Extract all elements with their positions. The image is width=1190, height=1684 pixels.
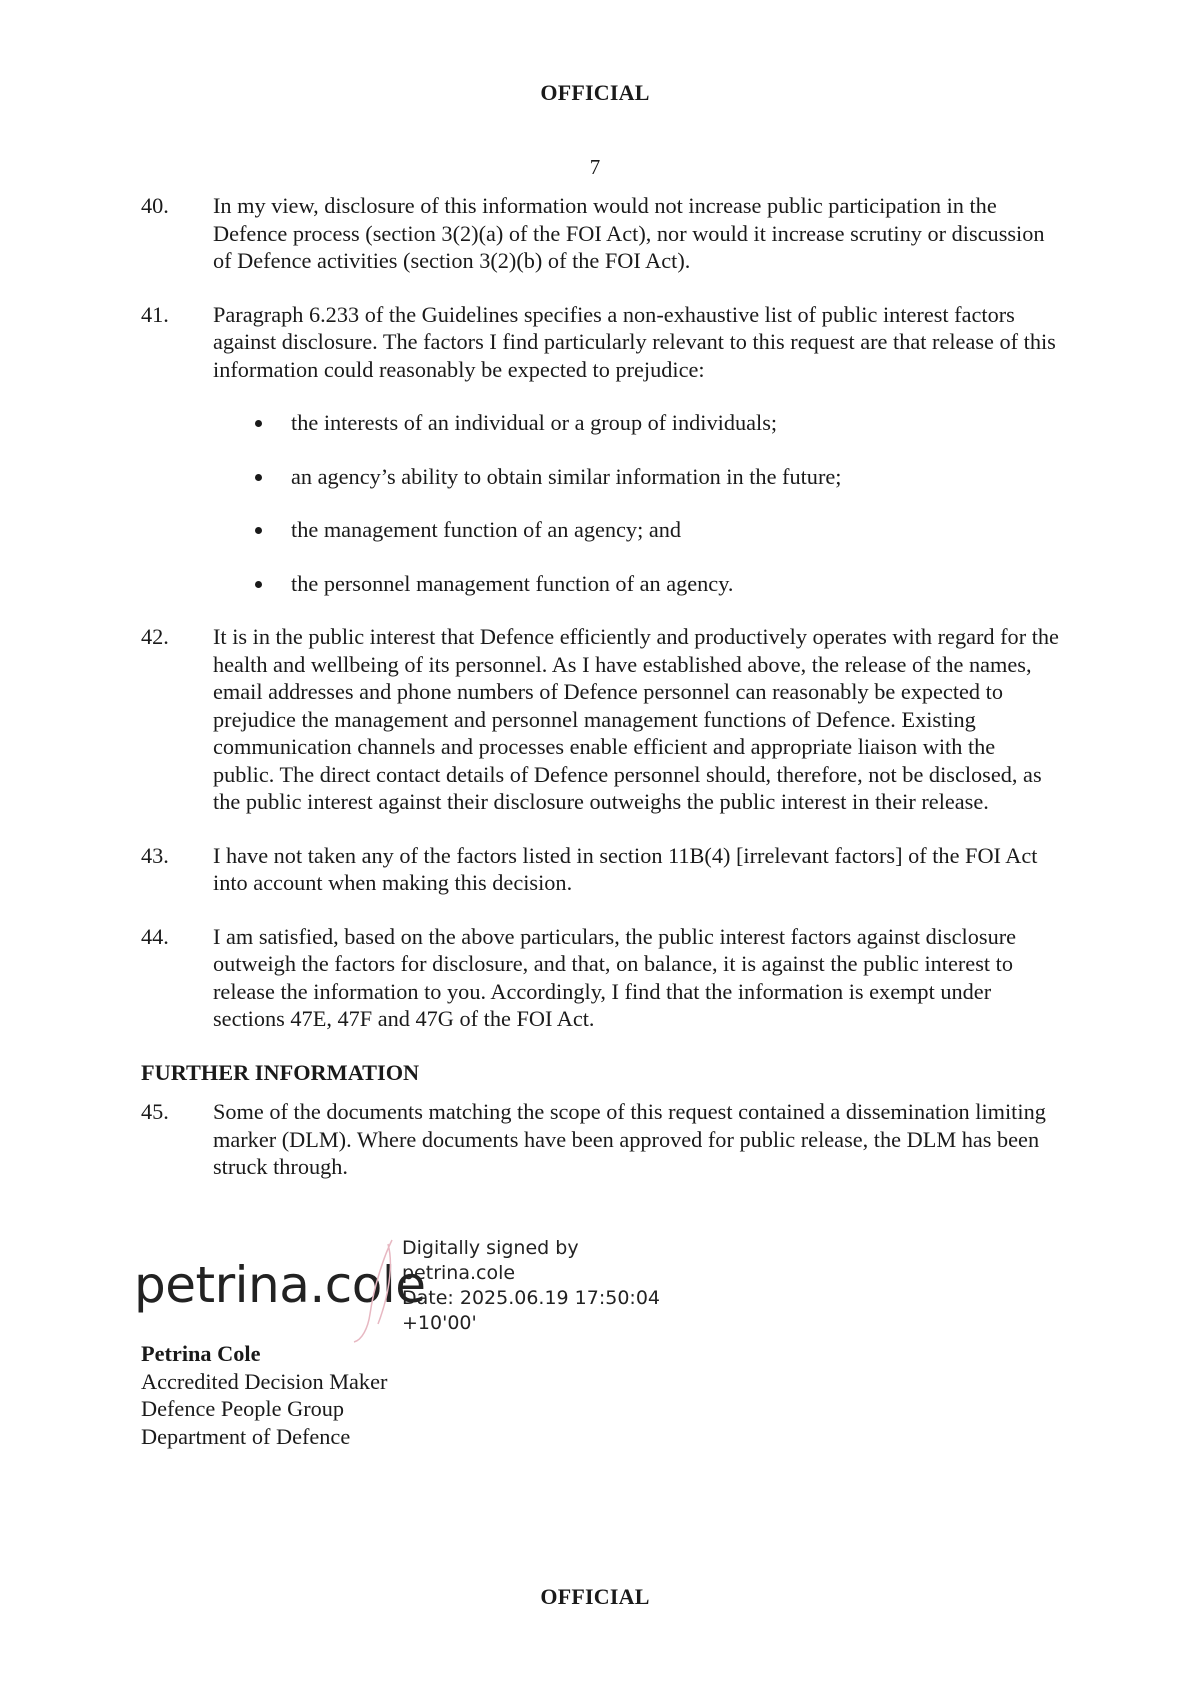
paragraph-text: It is in the public interest that Defence efficiently and productively operates with regard for the health and wellbeing of its personnel. As I have established above, the release of the names, email addresses and phone numbers of Defence personnel can reasonably be expected to prejudice the management and personnel management functions of Defence. Existing communication channels and processes enable efficient and appropriate liaison with the public. The direct contact details of Defence personnel should, therefore, not be disclosed, as the public interest against their disclosure outweighs the public interest in their release. [213, 624, 1059, 814]
signature-name: petrina.cole [134, 1256, 426, 1314]
signatory-name: Petrina Cole [141, 1341, 261, 1366]
document-body [141, 192, 1061, 1207]
list-item-text: the personnel management function of an agency. [291, 570, 734, 596]
signature-line: petrina.cole [402, 1262, 516, 1284]
paragraph-number: 42. [141, 624, 169, 649]
paragraph-45 [141, 1098, 1061, 1181]
digital-signature [134, 1236, 734, 1346]
paragraph-text: I am satisfied, based on the above particulars, the public interest factors against disclosure outweigh the factors for disclosure, and that, on balance, it is against the public interest to release the information to you. Accordingly, I find that the information is exempt under sections 47E, 47F and 47G of the FOI Act. [213, 923, 1017, 1031]
bullet-icon [255, 474, 262, 481]
list-item [141, 463, 1061, 491]
paragraph-44 [141, 923, 1061, 1033]
page-number: 7 [589, 155, 601, 179]
paragraph-number: 45. [141, 1099, 169, 1124]
paragraph-40 [141, 192, 1061, 275]
signature-details [402, 1236, 660, 1336]
list-item-text: the interests of an individual or a group of individuals; [291, 410, 778, 435]
paragraph-41 [141, 301, 1061, 384]
paragraph-number: 41. [141, 301, 169, 327]
paragraph-42 [141, 623, 1061, 816]
signature-swash-icon [344, 1236, 404, 1346]
paragraph-text: Some of the documents matching the scope of this request contained a dissemination limiting marker (DLM). Where documents have been approved for public release, the DLM has been struck through. [213, 1099, 1046, 1179]
paragraph-text: I have not taken any of the factors listed in section 11B(4) [irrelevant factors] of the FOI Act into account when making this decision. [213, 842, 1038, 895]
paragraph-text: In my view, disclosure of this information would not increase public participation in the Defence process (section 3(2)(a) of the FOI Act), nor would it increase scrutiny or discussion of Defence activities (section 3(2)(b) of the FOI Act). [213, 193, 1045, 273]
bullet-icon [255, 527, 262, 534]
signatory-title: Accredited Decision Maker [141, 1368, 388, 1394]
list-item-text: an agency’s ability to obtain similar information in the future; [291, 463, 842, 489]
signature-line: Digitally signed by [402, 1237, 579, 1259]
paragraph-number: 44. [141, 923, 169, 949]
signature-timezone: +10'00' [402, 1312, 477, 1334]
list-item [141, 516, 1061, 544]
list-item [141, 570, 1061, 598]
signatory-block [141, 1340, 387, 1450]
signatory-department: Department of Defence [141, 1423, 351, 1449]
paragraph-number: 40. [141, 193, 169, 218]
paragraph-text: Paragraph 6.233 of the Guidelines specifies a non-exhaustive list of public interest factors against disclosure. The factors I find particularly relevant to this request are that release of this information could reasonably be expected to prejudice: [213, 301, 1056, 382]
list-item [141, 409, 1061, 437]
classification-header: OFFICIAL [540, 80, 650, 105]
paragraph-43 [141, 842, 1061, 897]
paragraph-number: 43. [141, 842, 169, 868]
signature-date: Date: 2025.06.19 17:50:04 [402, 1287, 661, 1309]
section-heading: FURTHER INFORMATION [141, 1059, 420, 1085]
prejudice-factors-list [141, 409, 1061, 597]
bullet-icon [255, 420, 262, 427]
classification-footer: OFFICIAL [540, 1584, 650, 1609]
signatory-group: Defence People Group [141, 1396, 345, 1421]
list-item-text: the management function of an agency; and [291, 517, 682, 542]
bullet-icon [255, 581, 262, 588]
